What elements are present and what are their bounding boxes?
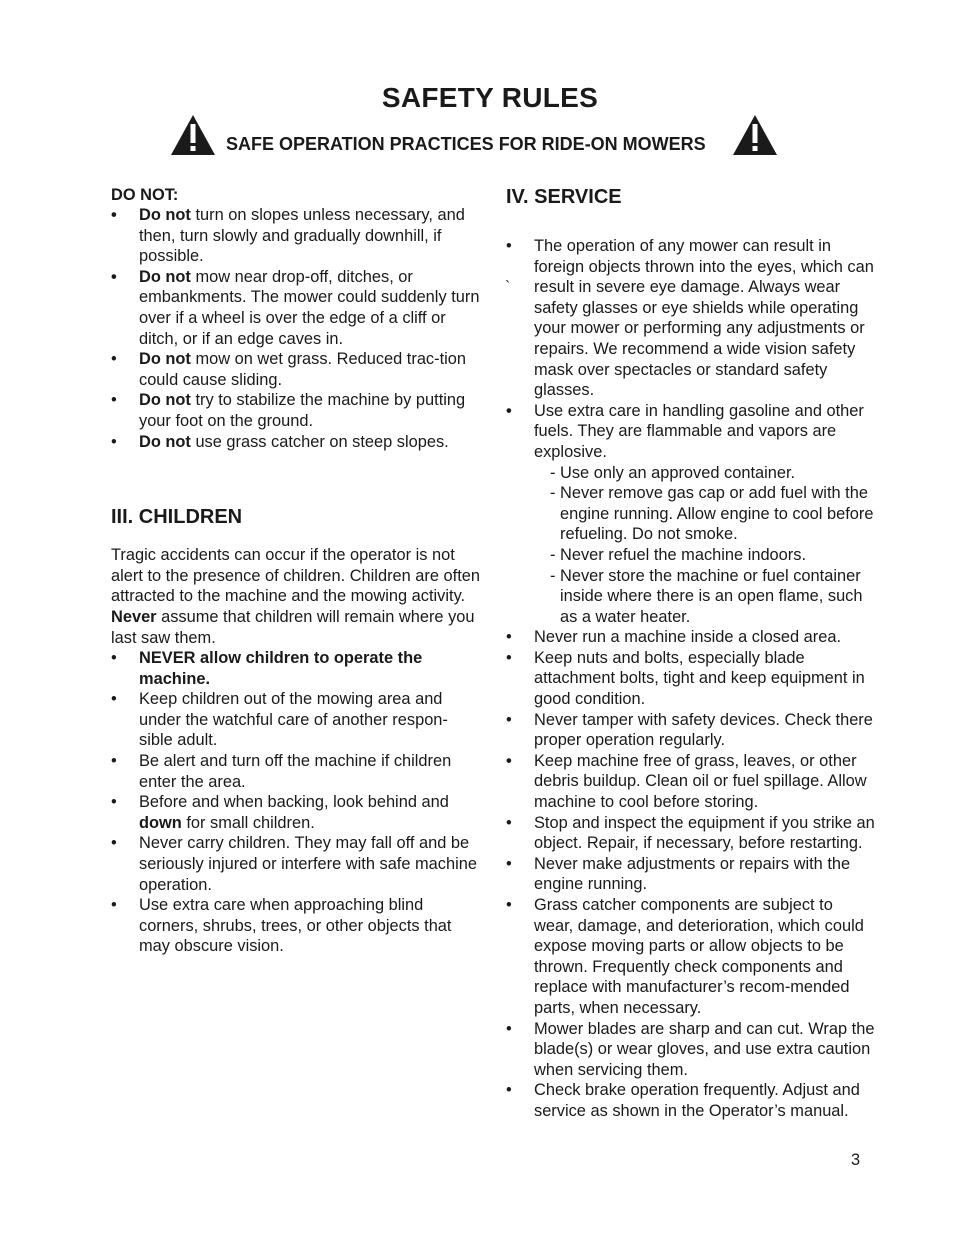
item-text: Grass catcher components are subject to wear, damage, and deterioration, which could expose moving parts or allow objects to be thrown. Frequently check components and replace with manufacturer’s recom-mended parts, when necessary. bbox=[534, 896, 864, 1017]
bullet: • bbox=[111, 793, 117, 812]
bullet: • bbox=[111, 267, 117, 286]
bullet: • bbox=[506, 401, 512, 420]
item-text: Never run a machine inside a closed area. bbox=[534, 628, 842, 647]
emphasis: down bbox=[139, 813, 182, 832]
list-item bbox=[506, 854, 876, 895]
bullet: • bbox=[506, 628, 512, 647]
subtitle-row bbox=[170, 114, 780, 156]
intro-text: assume that children will remain where you last saw them. bbox=[111, 607, 475, 647]
list-item bbox=[506, 648, 876, 710]
item-text: use grass catcher on steep slopes. bbox=[190, 432, 449, 451]
sub-item: - Use only an approved container. bbox=[550, 463, 796, 482]
left-column bbox=[111, 185, 481, 957]
bullet: • bbox=[506, 896, 512, 914]
do-not-heading: DO NOT: bbox=[111, 186, 179, 204]
stray-mark: ` bbox=[505, 279, 511, 296]
list-item bbox=[506, 813, 876, 854]
list-item bbox=[111, 751, 481, 792]
emphasis: Do not bbox=[139, 267, 191, 286]
bullet: • bbox=[506, 1081, 512, 1100]
list-item bbox=[111, 432, 481, 453]
item-text: turn on slopes unless necessary, and then, turn slowly and gradually downhill, if possible. bbox=[139, 206, 465, 266]
emphasis: Do not bbox=[139, 432, 191, 451]
sub-item: - Never refuel the machine indoors. bbox=[550, 545, 806, 564]
list-item bbox=[506, 751, 876, 813]
bullet: • bbox=[111, 391, 117, 410]
bullet: • bbox=[111, 649, 117, 668]
item-text: Keep nuts and bolts, especially blade attachment bolts, tight and keep equipment in good condition. bbox=[534, 648, 865, 709]
list-item bbox=[111, 792, 481, 833]
bullet: • bbox=[506, 751, 512, 770]
list-item bbox=[111, 205, 481, 267]
service-list bbox=[506, 236, 876, 1122]
bullet: • bbox=[506, 710, 512, 729]
list-item bbox=[111, 390, 481, 431]
emphasis: NEVER allow children to operate the machine. bbox=[139, 649, 423, 688]
item-text: Keep machine free of grass, leaves, or other debris buildup. Clean oil or fuel spillage. Allow machine to cool before storing. bbox=[534, 751, 867, 812]
list-item bbox=[506, 401, 876, 628]
page-subtitle: SAFE OPERATION PRACTICES FOR RIDE-ON MOWERS bbox=[226, 134, 706, 154]
item-text: Never tamper with safety devices. Check there proper operation regularly. bbox=[534, 710, 873, 750]
service-heading: IV. SERVICE bbox=[506, 186, 622, 208]
right-column bbox=[506, 185, 876, 1122]
emphasis: Never bbox=[111, 607, 157, 626]
bullet: • bbox=[506, 237, 512, 255]
intro-text: Tragic accidents can occur if the operator is not alert to the presence of children. Children are often attracted to the machine and the mowing activity. bbox=[111, 546, 481, 606]
item-text: Check brake operation frequently. Adjust and service as shown in the Operator’s manual. bbox=[534, 1081, 860, 1120]
children-list bbox=[111, 648, 481, 957]
children-heading: III. CHILDREN bbox=[111, 506, 243, 529]
sub-item: - Never remove gas cap or add fuel with the engine running. Allow engine to cool before refueling. Do not smoke. bbox=[550, 484, 874, 544]
bullet: • bbox=[111, 896, 117, 915]
bullet: • bbox=[506, 648, 512, 667]
item-text: try to stabilize the machine by putting your foot on the ground. bbox=[139, 391, 466, 430]
item-text: Keep children out of the mowing area and under the watchful care of another respon-sible adult. bbox=[139, 690, 448, 750]
list-item bbox=[111, 895, 481, 957]
item-text: Never carry children. They may fall off and be seriously injured or interfere with safe machine operation. bbox=[139, 834, 477, 894]
emphasis: Do not bbox=[139, 206, 191, 224]
page-title: SAFETY RULES bbox=[381, 82, 599, 113]
bullet: • bbox=[111, 834, 117, 853]
bullet: • bbox=[506, 854, 512, 873]
item-text: for small children. bbox=[181, 813, 315, 832]
item-text: Mower blades are sharp and can cut. Wrap the blade(s) or wear gloves, and use extra caution when servicing them. bbox=[534, 1019, 875, 1079]
bullet: • bbox=[506, 813, 512, 832]
bullet: • bbox=[111, 752, 117, 771]
emphasis: Do not bbox=[139, 391, 191, 410]
bullet: • bbox=[111, 350, 117, 369]
warning-triangle-icon bbox=[732, 114, 778, 156]
item-text: mow near drop-off, ditches, or embankments. The mower could suddenly turn over if a wheel is over the edge of a cliff or ditch, or if an edge caves in. bbox=[139, 267, 480, 348]
item-text: Use extra care in handling gasoline and other fuels. They are flammable and vapors are explosive. bbox=[534, 401, 864, 461]
bullet: • bbox=[506, 1019, 512, 1038]
list-item bbox=[506, 1019, 876, 1081]
item-text: Never make adjustments or repairs with the engine running. bbox=[534, 854, 851, 894]
list-item bbox=[506, 895, 876, 1019]
sub-item: - Never store the machine or fuel container inside where there is an open flame, such as a water heater. bbox=[550, 566, 863, 626]
list-item bbox=[506, 1080, 876, 1121]
item-text: mow on wet grass. Reduced trac-tion could cause sliding. bbox=[139, 350, 467, 389]
list-item bbox=[111, 267, 481, 349]
list-item bbox=[111, 349, 481, 390]
list-item bbox=[111, 833, 481, 895]
item-text: The operation of any mower can result in foreign objects thrown into the eyes, which can result in severe eye damage. Always wear safety glasses or eye shields while operating your mower or performing any adjustments or repairs. We recommend a wide vision safety mask over spectacles or standard safety glasses. bbox=[534, 237, 874, 400]
emphasis: Do not bbox=[139, 350, 191, 369]
item-text: Before and when backing, look behind and bbox=[139, 793, 449, 812]
list-item bbox=[111, 648, 481, 689]
children-intro bbox=[111, 545, 481, 648]
bullet: • bbox=[111, 206, 117, 224]
list-item bbox=[506, 627, 876, 648]
bullet: • bbox=[111, 432, 117, 451]
item-text: Stop and inspect the equipment if you strike an object. Repair, if necessary, before restarting. bbox=[534, 813, 875, 853]
warning-triangle-icon bbox=[170, 114, 216, 156]
do-not-list bbox=[111, 205, 481, 452]
list-item bbox=[111, 689, 481, 751]
list-item bbox=[506, 236, 876, 401]
bullet: • bbox=[111, 690, 117, 709]
item-text: Be alert and turn off the machine if children enter the area. bbox=[139, 752, 452, 791]
item-text: Use extra care when approaching blind corners, shrubs, trees, or other objects that may obscure vision. bbox=[139, 896, 452, 956]
list-item bbox=[506, 710, 876, 751]
page-number: 3 bbox=[851, 1151, 861, 1169]
